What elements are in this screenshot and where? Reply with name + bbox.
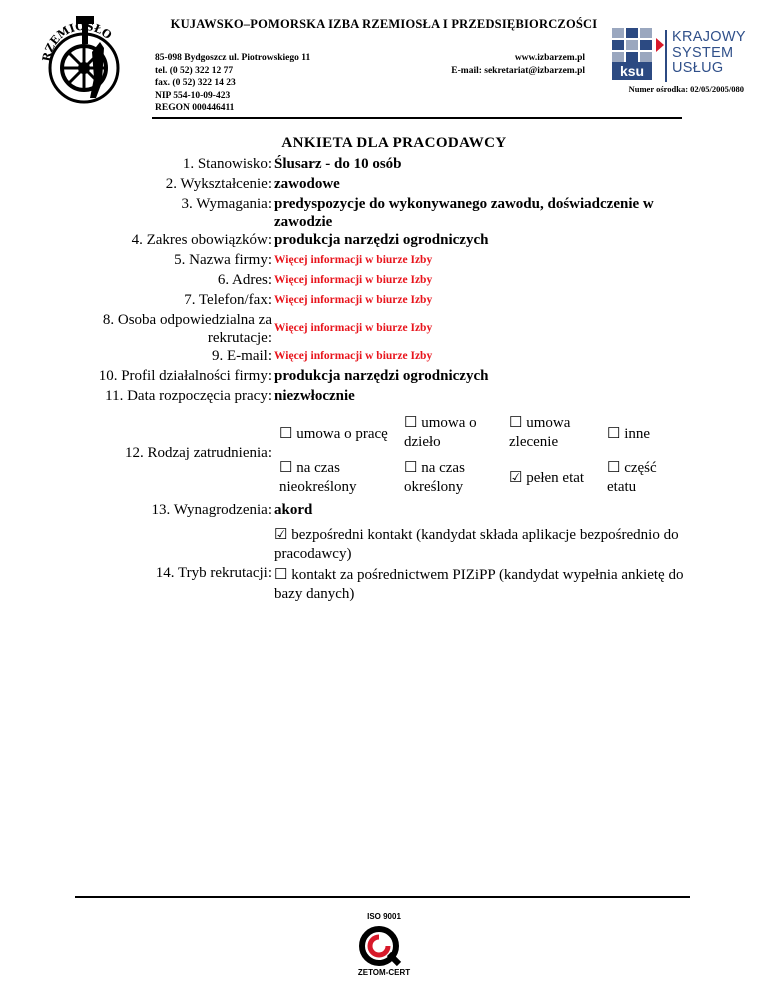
option-mandate-contract-line2: zlecenie (509, 434, 559, 450)
option-fixed-term-line1: ☐ na czas (404, 460, 465, 476)
field-label-salary: 13. Wynagrodzenia: (151, 502, 272, 518)
logo-arc-text: RZEMIOSŁO (40, 19, 115, 63)
option-contract-for-work-line2: dzieło (404, 434, 441, 450)
field-value-education: zawodowe (274, 176, 340, 192)
option-indefinite-term[interactable] (279, 459, 356, 497)
option-part-time-line2: etatu (607, 479, 637, 495)
zetom-cert-icon (359, 924, 403, 966)
header-rule (152, 117, 682, 119)
option-indefinite-term-line2: nieokreślony (279, 479, 357, 495)
organization-name: KUJAWSKO–POMORSKA IZBA RZEMIOSŁA I PRZEDSIĘBIORCZOŚCI (170, 17, 598, 31)
ksu-divider (665, 30, 667, 82)
field-value-start-date: niezwłocznie (274, 388, 355, 404)
website-link[interactable]: www.izbarzem.pl (514, 53, 585, 63)
option-part-time[interactable] (607, 459, 657, 497)
field-label-duties: 4. Zakres obowiązków: (131, 232, 272, 248)
field-value-recruiter: Więcej informacji w biurze Izby (274, 322, 433, 334)
email-link[interactable]: E-mail: sekretariat@izbarzem.pl (451, 65, 585, 76)
center-number: Numer ośrodka: 02/05/2005/080 (628, 84, 744, 94)
field-label-recruiter-line1: 8. Osoba odpowiedzialna za (102, 312, 272, 328)
contact-block-left (155, 52, 310, 115)
field-label-recruiter-line2: rekrutacje: (207, 330, 272, 346)
field-value-duties: produkcja narzędzi ogrodniczych (274, 232, 489, 248)
option-other[interactable]: ☐ inne (607, 426, 651, 442)
field-label-employment-type: 12. Rodzaj zatrudnienia: (124, 445, 272, 461)
field-label-company-profile: 10. Profil działalności firmy: (98, 368, 272, 384)
field-value-company-profile: produkcja narzędzi ogrodniczych (274, 368, 489, 384)
ksu-badge: ksu (612, 62, 652, 80)
option-indefinite-term-line1: ☐ na czas (279, 460, 340, 476)
option-full-time[interactable]: ☑ pełen etat (509, 470, 585, 486)
field-value-email: Więcej informacji w biurze Izby (274, 350, 433, 362)
field-label-start-date: 11. Data rozpoczęcia pracy: (105, 388, 272, 404)
ksu-line-2: SYSTEM (672, 44, 734, 61)
nip: NIP 554-10-09-423 (155, 90, 231, 101)
field-value-company-name: Więcej informacji w biurze Izby (274, 254, 433, 266)
iso-label: ISO 9001 (367, 912, 401, 921)
field-label-email: 9. E-mail: (212, 348, 272, 364)
phone: tel. (0 52) 322 12 77 (155, 65, 234, 76)
regon: REGON 000446411 (155, 103, 235, 113)
fax: fax. (0 52) 322 14 23 (155, 78, 236, 88)
field-label-requirements: 3. Wymagania: (181, 196, 272, 212)
ksu-wordmark (672, 30, 746, 77)
field-label-recruitment-mode: 14. Tryb rekrutacji: (155, 565, 272, 581)
option-contract-for-work-line1: ☐ umowa o (404, 415, 477, 431)
option-agency-contact[interactable]: ☐ kontakt za pośrednictwem PIZiPP (kandydat wypełnia ankietę do bazy danych) (274, 567, 684, 602)
field-value-salary: akord (274, 502, 313, 518)
field-label-company-name: 5. Nazwa firmy: (174, 252, 272, 268)
field-value-requirements: predyspozycje do wykonywanego zawodu, doświadczenie w zawodzie (274, 196, 654, 230)
address: 85-098 Bydgoszcz ul. Piotrowskiego 11 (155, 53, 311, 63)
field-label-education: 2. Wykształcenie: (165, 176, 272, 192)
ksu-line-1: KRAJOWY (672, 29, 746, 45)
option-contract-for-work[interactable] (404, 414, 477, 452)
option-fixed-term[interactable] (404, 459, 465, 497)
zetom-cert-label: ZETOM-CERT (357, 968, 411, 977)
option-part-time-line1: ☐ część (607, 460, 657, 476)
field-label-address: 6. Adres: (217, 272, 272, 288)
ksu-line-3: USŁUG (672, 60, 724, 76)
craft-chamber-logo (40, 12, 128, 107)
field-value-phone-fax: Więcej informacji w biurze Izby (274, 294, 433, 306)
field-label-position: 1. Stanowisko: (182, 156, 272, 172)
form-title: ANKIETA DLA PRACODAWCY (281, 135, 507, 151)
ksu-grid-icon (612, 28, 666, 62)
footer-rule (75, 896, 690, 898)
option-fixed-term-line2: określony (404, 479, 464, 495)
field-label-phone-fax: 7. Telefon/fax: (184, 292, 272, 308)
field-value-position: Ślusarz - do 10 osób (274, 156, 402, 172)
contact-block-right (451, 52, 585, 77)
option-employment-contract[interactable]: ☐ umowa o pracę (279, 426, 388, 442)
option-mandate-contract-line1: ☐ umowa (509, 415, 571, 431)
option-mandate-contract[interactable] (509, 414, 570, 452)
field-value-address: Więcej informacji w biurze Izby (274, 274, 433, 286)
option-direct-contact[interactable]: ☑ bezpośredni kontakt (kandydat składa aplikacje bezpośrednio do pracodawcy) (274, 527, 679, 562)
